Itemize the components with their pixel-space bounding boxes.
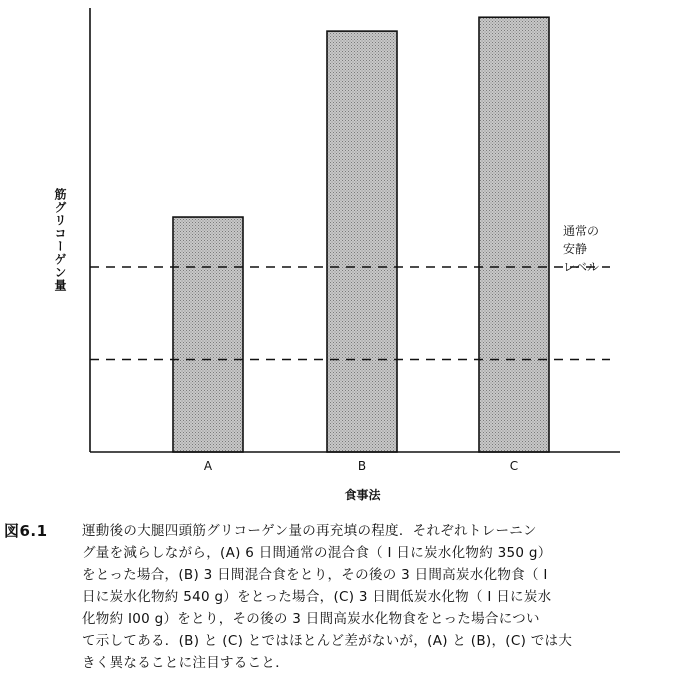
band-label-line: 安静 (563, 242, 588, 256)
caption-line: 化物約 I00 g）をとり，その後の 3 日間高炭水化物食をとった場合につい (82, 611, 540, 627)
caption-text (82, 520, 662, 674)
y-axis-label: 筋グリコーゲン量 (53, 188, 67, 292)
caption-line: 運動後の大腿四頭筋グリコーゲン量の再充填の程度．それぞれトレーニン (82, 523, 537, 539)
reference-band-label (563, 222, 623, 276)
bar-c (479, 17, 549, 452)
bar-b (327, 31, 397, 452)
band-label-line: 通常の (563, 224, 600, 238)
x-tick-label-b: B (357, 459, 367, 473)
caption-line: きく異なることに注目すること． (82, 655, 289, 671)
band-label-line: レベル (563, 260, 600, 274)
caption-line: て示してある．(B) と (C) とではほとんど差がないが，(A) と (B)，(C) では大 (82, 633, 573, 649)
caption-line: グ量を減らしながら，(A) 6 日間通常の混合食（ I 日に炭水化物約 350 g） (82, 545, 552, 561)
bar-a (173, 217, 243, 452)
x-tick-label-c: C (509, 459, 519, 473)
x-axis-label: 食事法 (344, 488, 381, 502)
figure-number: 図6.1 (4, 522, 48, 540)
caption-line: 日に炭水化物約 540 g）をとった場合，(C) 3 日間低炭水化物（ I 日に炭水 (82, 589, 552, 605)
caption-line: をとった場合，(B) 3 日間混合食をとり，その後の 3 日間高炭水化物食（ I (82, 567, 548, 583)
x-tick-label-a: A (203, 459, 213, 473)
